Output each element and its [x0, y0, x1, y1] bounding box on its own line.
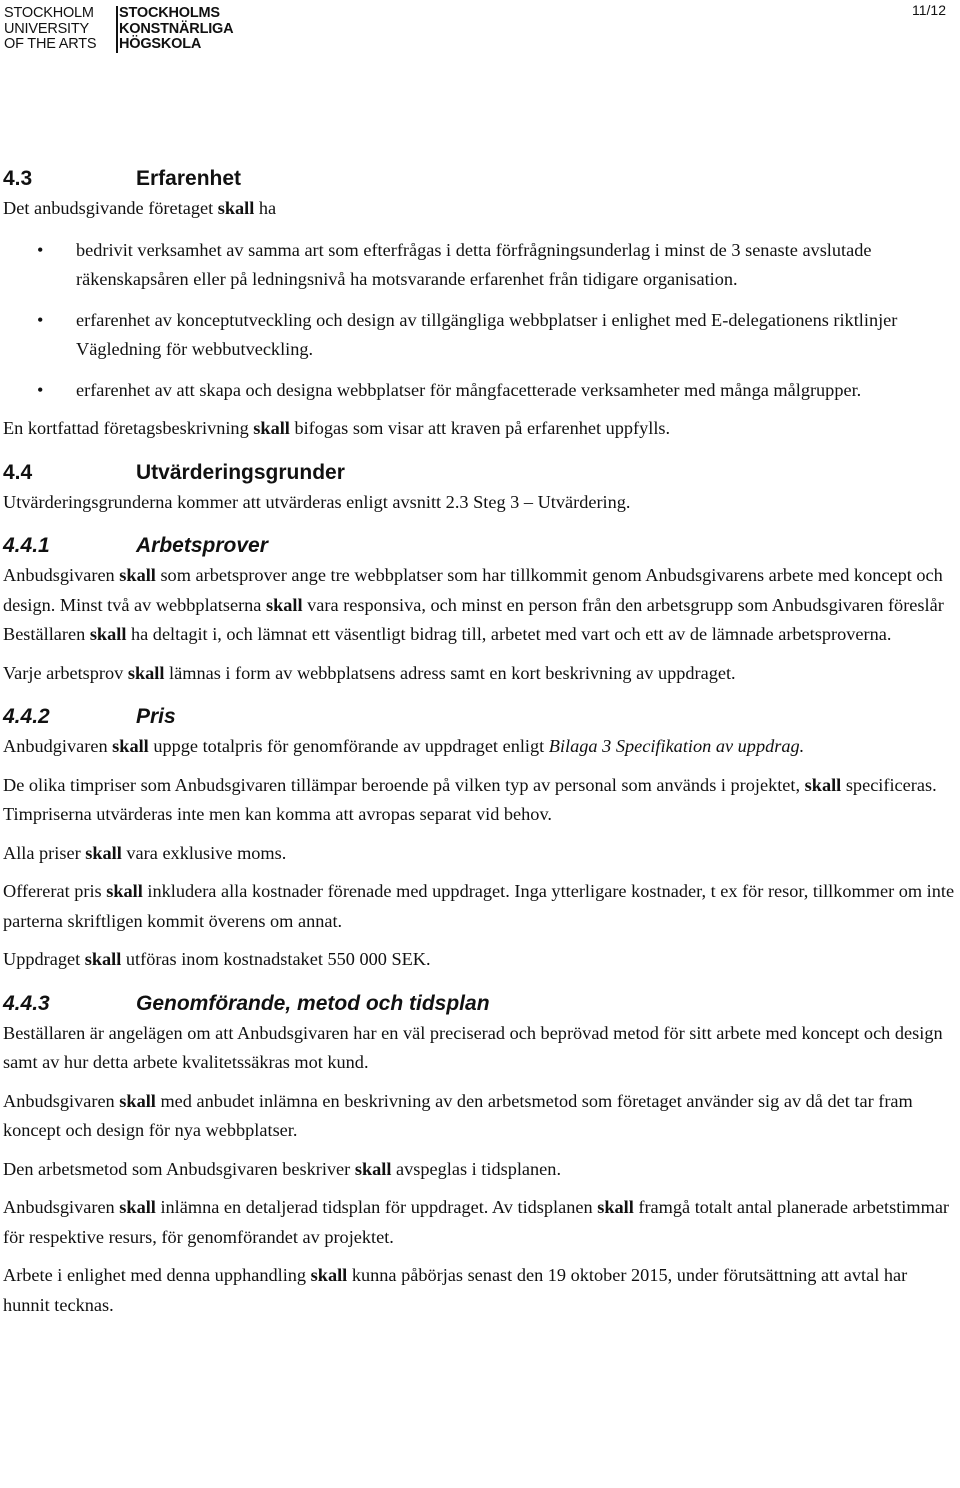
- section-title: Genomförande, metod och tidsplan: [136, 991, 490, 1015]
- section-heading-4-4-3: [3, 989, 958, 1019]
- list-item: • bedrivit verksamhet av samma art som efterfrågas i detta förfrågningsunderlag i minst de 3 senaste avslutade räkenskapsåren eller på ledningsnivå ha motsvarande erfarenhet från tidigare organisation.: [37, 239, 872, 289]
- section-heading-4-4-2: [3, 702, 958, 732]
- section-title: Arbetsprover: [136, 534, 268, 557]
- section-number: 4.4.2: [3, 705, 50, 728]
- paragraph: Offererat pris skall inkludera alla kostnader förenade med uppdraget. Inga ytterligare kostnader, t ex för resor, tillkommer om inte parterna skriftligen kommit överens om annat.: [3, 881, 955, 931]
- paragraph: Anbudsgivaren skall som arbetsprover ange tre webbplatser som har tillkommit genom Anbudsgivarens arbete med koncept och design. Minst två av webbplatserna skall vara responsiva, och minst en person från den arbetsgrupp som Anbudsgivaren föreslår Beställaren skall ha deltagit i, och lämnat ett väsentligt bidrag till, arbetet med vart och ett av de lämnade arbetsproverna.: [3, 565, 944, 644]
- logo-text: STOCKHOLMS: [119, 5, 220, 21]
- paragraph: Varje arbetsprov skall lämnas i form av webbplatsens adress samt en kort beskrivning av uppdraget.: [3, 662, 736, 683]
- section-number: 4.3: [3, 167, 33, 190]
- paragraph: Anbudsgivaren skall med anbudet inlämna en beskrivning av den arbetsmetod som företaget använder sig av då det tar fram koncept och design för nya webbplatser.: [3, 1090, 913, 1140]
- paragraph: Uppdraget skall utföras inom kostnadstaket 550 000 SEK.: [3, 949, 431, 969]
- logo-text: OF THE ARTS: [4, 36, 97, 52]
- paragraph: Utvärderingsgrunderna kommer att utvärderas enligt avsnitt 2.3 Steg 3 – Utvärdering.: [3, 491, 631, 512]
- paragraph: Beställaren är angelägen om att Anbudsgivaren har en väl preciserad och beprövad metod för sitt arbete med koncept och design samt av hur detta arbete kvalitetssäkras mot kund.: [3, 1022, 943, 1072]
- section-heading-4-4-1: [3, 531, 958, 561]
- section-number: 4.4.3: [3, 991, 50, 1015]
- section-heading-4-4: [3, 458, 958, 488]
- paragraph: En kortfattad företagsbeskrivning skall bifogas som visar att kraven på erfarenhet uppfylls.: [3, 418, 671, 438]
- paragraph: Anbudsgivaren skall inlämna en detaljerad tidsplan för uppdraget. Av tidsplanen skall framgå totalt antal planerade arbetstimmar för respektive resurs, för genomförandet av projektet.: [3, 1197, 950, 1247]
- section-number: 4.4.1: [3, 534, 50, 557]
- section-title: Utvärderingsgrunder: [136, 460, 345, 484]
- bullet-list: [3, 236, 958, 406]
- list-item: • erfarenhet av att skapa och designa webbplatser för mångfacetterade verksamheter med många målgrupper.: [37, 379, 862, 400]
- paragraph: Alla priser skall vara exklusive moms.: [3, 842, 287, 863]
- section-title: Pris: [136, 705, 176, 728]
- paragraph: De olika timpriser som Anbudsgivaren tillämpar beroende på vilken typ av personal som används i projektet, skall specificeras. Timpriserna utvärderas inte men kan komma att avropas separat vid behov.: [3, 774, 937, 824]
- section-title: Erfarenhet: [136, 167, 242, 190]
- section-heading-4-3: [3, 164, 958, 194]
- logo-text: HÖGSKOLA: [119, 36, 202, 52]
- paragraph: Den arbetsmetod som Anbudsgivaren beskriver skall avspeglas i tidsplanen.: [3, 1158, 562, 1179]
- logo-text: UNIVERSITY: [4, 20, 90, 37]
- paragraph: Arbete i enlighet med denna upphandling skall kunna påbörjas senast den 19 oktober 2015, under förutsättning att avtal har hunnit tecknas.: [3, 1265, 908, 1315]
- paragraph: Det anbudsgivande företaget skall ha: [3, 198, 277, 218]
- logo-text: KONSTNÄRLIGA: [119, 20, 234, 37]
- section-number: 4.4: [3, 460, 33, 484]
- paragraph: Anbudgivaren skall uppge totalpris för genomförande av uppdraget enligt Bilaga 3 Specifikation av uppdrag.: [3, 736, 805, 756]
- document-body: [3, 164, 958, 1320]
- logo-text: STOCKHOLM: [4, 5, 94, 21]
- university-logo: [4, 6, 233, 53]
- list-item: • erfarenhet av konceptutveckling och design av tillgängliga webbplatser i enlighet med E-delegationens riktlinjer Vägledning för webbutveckling.: [37, 309, 898, 359]
- page-number: 11/12: [912, 2, 946, 18]
